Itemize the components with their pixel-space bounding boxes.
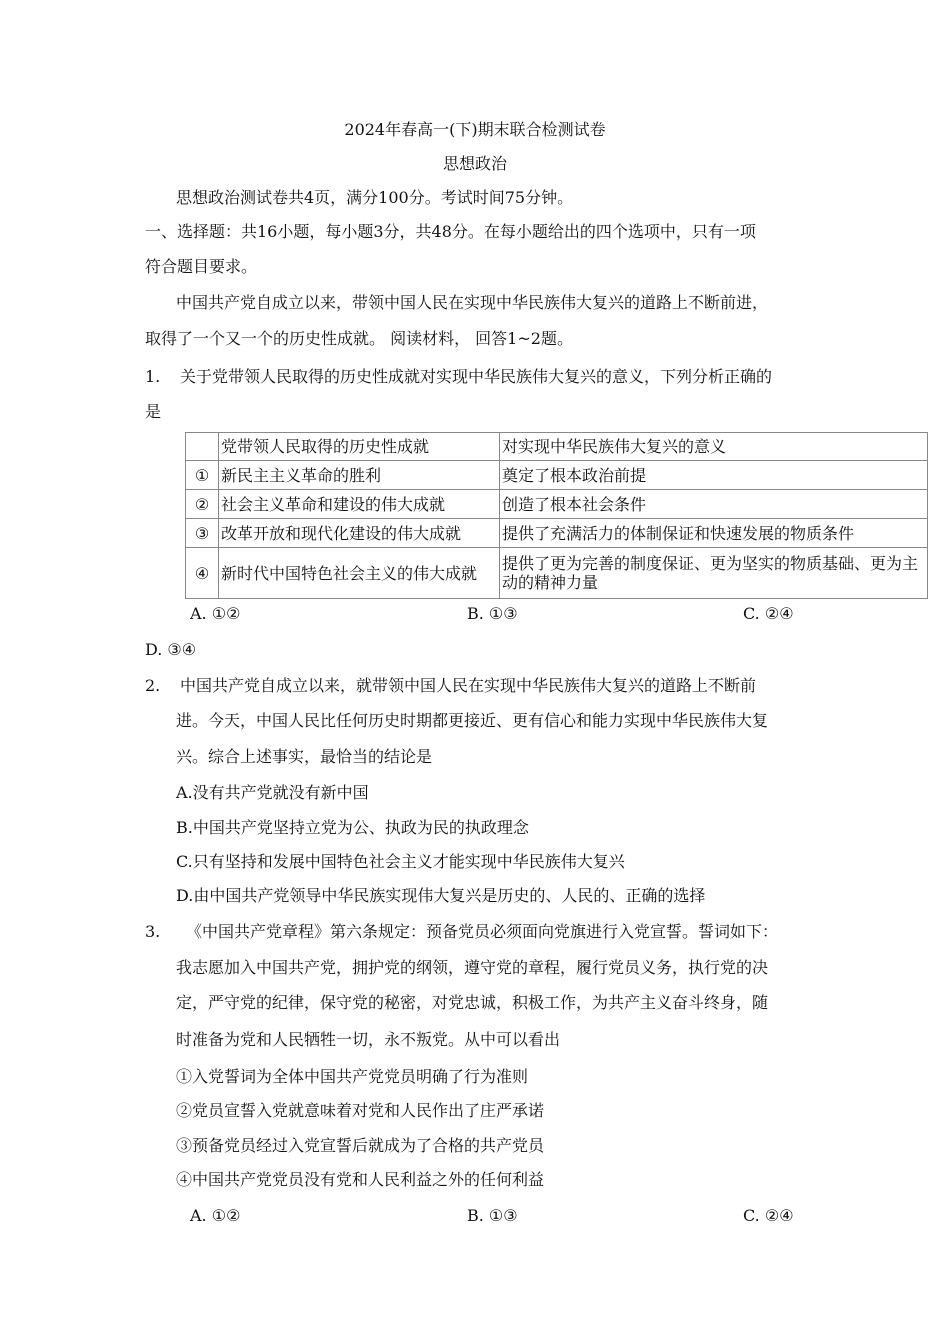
q3-option-a: A. ①②	[190, 1206, 241, 1225]
q2-stem-cont: 兴。综合上述事实，最恰当的结论是	[176, 747, 433, 766]
table-cell: ①	[186, 461, 219, 490]
q3-stem-cont: 定，严守党的纪律，保守党的秘密，对党忠诚，积极工作，为共产主义奋斗终身，随	[176, 993, 769, 1012]
table-cell: 社会主义革命和建设的伟大成就	[219, 490, 500, 519]
table-cell: 提供了更为完善的制度保证、更为坚实的物质基础、更为主动的精神力量	[500, 548, 928, 599]
exam-title: 2024年春高一(下)期末联合检测试卷	[344, 120, 606, 139]
q1-option-d: D. ③④	[145, 640, 197, 659]
table-header-row	[186, 433, 928, 461]
q2-option-b: B.中国共产党坚持立党为公、执政为民的执政理念	[176, 818, 529, 837]
q1-stem-cont: 是	[145, 402, 162, 421]
q3-option-b: B. ①③	[467, 1206, 518, 1225]
table-cell: 改革开放和现代化建设的伟大成就	[219, 519, 500, 548]
table-header: 党带领人民取得的历史性成就	[219, 433, 500, 461]
q3-stem-cont: 时准备为党和人民牺牲一切，永不叛党。从中可以看出	[176, 1030, 561, 1049]
table-cell: ②	[186, 490, 219, 519]
q1-option-b: B. ①③	[467, 604, 518, 623]
q1-stem: 关于党带领人民取得的历史性成就对实现中华民族伟大复兴的意义，下列分析正确的	[180, 367, 773, 386]
table-row	[186, 548, 928, 599]
q3-stem-cont: 我志愿加入中国共产党，拥护党的纲领，遵守党的章程，履行党员义务，执行党的决	[176, 958, 769, 977]
q2-stem: 中国共产党自成立以来，就带领中国人民在实现中华民族伟大复兴的道路上不断前	[180, 676, 757, 695]
q3-item: ②党员宣誓入党就意味着对党和人民作出了庄严承诺	[176, 1101, 545, 1120]
q3-item: ④中国共产党党员没有党和人民利益之外的任何利益	[176, 1170, 545, 1189]
q3-stem: 《中国共产党章程》第六条规定：预备党员必须面向党旗进行入党宣誓。誓词如下：	[186, 922, 779, 941]
table-cell: ④	[186, 548, 219, 599]
table-cell: ③	[186, 519, 219, 548]
table-row	[186, 519, 928, 548]
q3-item: ①入党誓词为全体中国共产党党员明确了行为准则	[176, 1067, 529, 1086]
q2-option-c: C.只有坚持和发展中国特色社会主义才能实现中华民族伟大复兴	[176, 852, 625, 871]
q2-option-a: A.没有共产党就没有新中国	[176, 783, 369, 802]
section-heading: 一、选择题：共16小题，每小题3分，共48分。在每小题给出的四个选项中，只有一项	[145, 222, 756, 241]
passage-text-cont: 取得了一个又一个的历史性成就。 阅读材料， 回答1~2题。	[145, 329, 573, 348]
table-cell: 提供了充满活力的体制保证和快速发展的物质条件	[500, 519, 928, 548]
section-heading-cont: 符合题目要求。	[145, 257, 258, 276]
table-header: 对实现中华民族伟大复兴的意义	[500, 433, 928, 461]
table-cell: 创造了根本社会条件	[500, 490, 928, 519]
q2-option-d: D.由中国共产党领导中华民族实现伟大复兴是历史的、人民的、正确的选择	[176, 886, 706, 905]
subject-title: 思想政治	[442, 154, 507, 173]
q1-option-a: A. ①②	[190, 604, 241, 623]
passage-text: 中国共产党自成立以来，带领中国人民在实现中华民族伟大复兴的道路上不断前进，	[176, 293, 769, 312]
q2-number: 2.	[145, 676, 161, 695]
intro-text: 思想政治测试卷共4页，满分100分。考试时间75分钟。	[176, 188, 574, 207]
q3-item: ③预备党员经过入党宣誓后就成为了合格的共产党员	[176, 1136, 545, 1155]
table-cell: 新民主主义革命的胜利	[219, 461, 500, 490]
table-cell: 奠定了根本政治前提	[500, 461, 928, 490]
q3-option-c: C. ②④	[743, 1206, 794, 1225]
table-row	[186, 461, 928, 490]
q3-number: 3.	[145, 922, 161, 941]
q1-option-c: C. ②④	[743, 604, 794, 623]
table-row	[186, 490, 928, 519]
q2-stem-cont: 进。今天，中国人民比任何历史时期都更接近、更有信心和能力实现中华民族伟大复	[176, 711, 769, 730]
table-cell: 新时代中国特色社会主义的伟大成就	[219, 548, 500, 599]
q1-number: 1.	[145, 367, 161, 386]
table-header	[186, 433, 219, 461]
q1-table	[185, 432, 928, 599]
